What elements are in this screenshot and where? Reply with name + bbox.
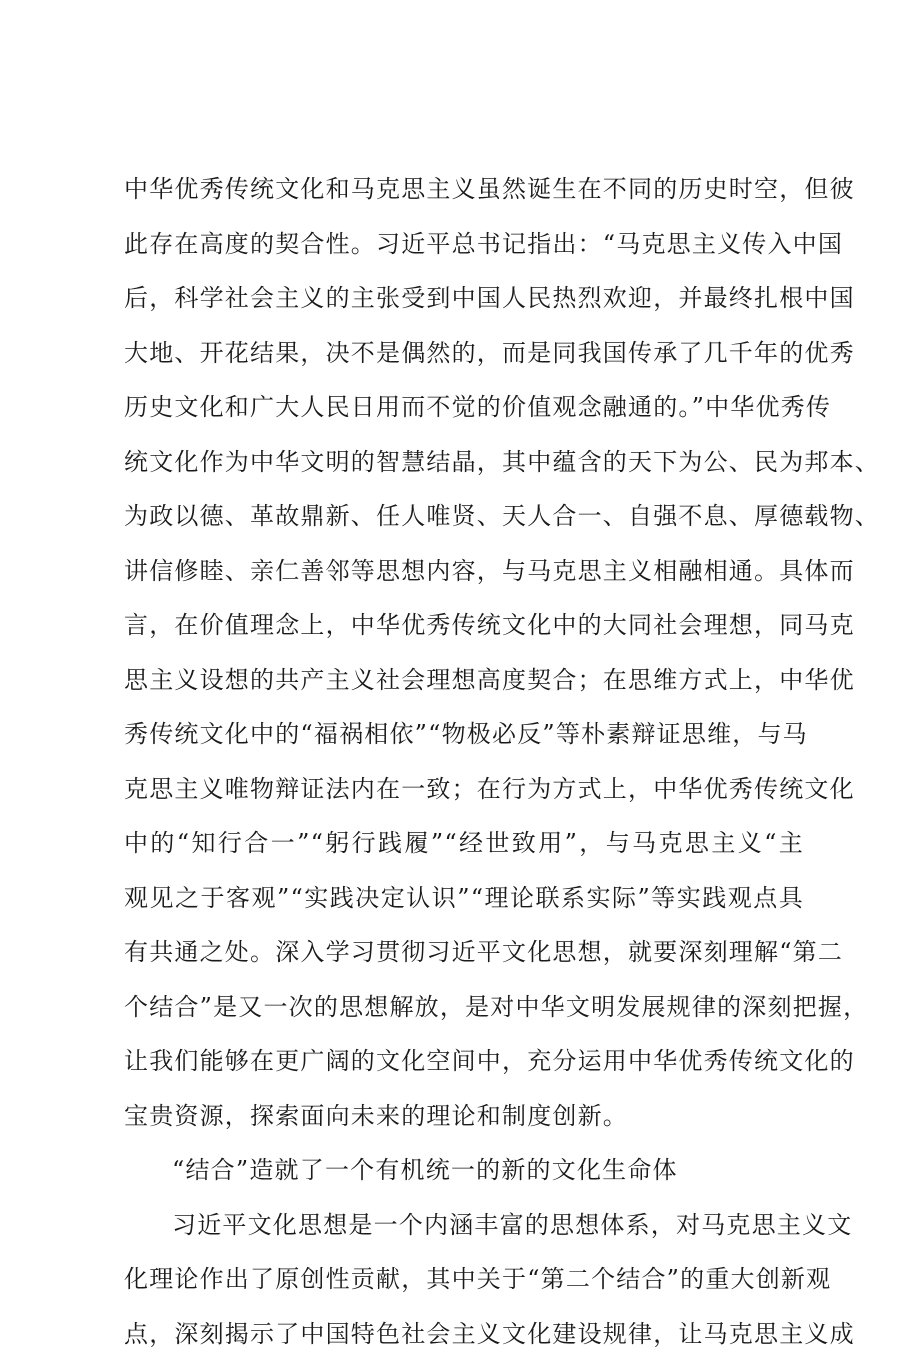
paragraph-line: 中的“知行合一”“躬行践履”“经世致用”，与马克思主义“主	[124, 816, 804, 871]
paragraph-line: 大地、开花结果，决不是偶然的，而是同我国传承了几千年的优秀	[124, 326, 804, 381]
paragraph-1	[124, 162, 804, 1143]
paragraph-line: 历史文化和广大人民日用而不觉的价值观念融通的。”中华优秀传	[124, 380, 804, 435]
paragraph-line: 个结合”是又一次的思想解放，是对中华文明发展规律的深刻把握，	[124, 980, 804, 1035]
paragraph-line: 观见之于客观”“实践决定认识”“理论联系实际”等实践观点具	[124, 871, 804, 926]
paragraph-line: 此存在高度的契合性。习近平总书记指出：“马克思主义传入中国	[124, 217, 804, 272]
paragraph-line: 克思主义唯物辩证法内在一致；在行为方式上，中华优秀传统文化	[124, 762, 804, 817]
paragraph-line: 秀传统文化中的“福祸相依”“物极必反”等朴素辩证思维，与马	[124, 707, 804, 762]
paragraph-line: 习近平文化思想是一个内涵丰富的思想体系，对马克思主义文	[124, 1198, 804, 1253]
paragraph-line: 思主义设想的共产主义社会理想高度契合；在思维方式上，中华优	[124, 653, 804, 708]
paragraph-line: 有共通之处。深入学习贯彻习近平文化思想，就要深刻理解“第二	[124, 925, 804, 980]
paragraph-line: 后，科学社会主义的主张受到中国人民热烈欢迎，并最终扎根中国	[124, 271, 804, 326]
paragraph-line: 让我们能够在更广阔的文化空间中，充分运用中华优秀传统文化的	[124, 1034, 804, 1089]
paragraph-line: 为政以德、革故鼎新、任人唯贤、天人合一、自强不息、厚德载物、	[124, 489, 804, 544]
paragraph-line: 讲信修睦、亲仁善邻等思想内容，与马克思主义相融相通。具体而	[124, 544, 804, 599]
paragraph-line: 点，深刻揭示了中国特色社会主义文化建设规律，让马克思主义成	[124, 1307, 804, 1361]
paragraph-2	[124, 1198, 804, 1361]
paragraph-line: 宝贵资源，探索面向未来的理论和制度创新。	[124, 1089, 804, 1144]
document-body	[124, 162, 804, 1361]
paragraph-line: 言，在价值理念上，中华优秀传统文化中的大同社会理想，同马克	[124, 598, 804, 653]
paragraph-line: 中华优秀传统文化和马克思主义虽然诞生在不同的历史时空，但彼	[124, 162, 804, 217]
paragraph-line: 化理论作出了原创性贡献，其中关于“第二个结合”的重大创新观	[124, 1252, 804, 1307]
paragraph-line: 统文化作为中华文明的智慧结晶，其中蕴含的天下为公、民为邦本、	[124, 435, 804, 490]
section-heading: “结合”造就了一个有机统一的新的文化生命体	[124, 1143, 804, 1198]
